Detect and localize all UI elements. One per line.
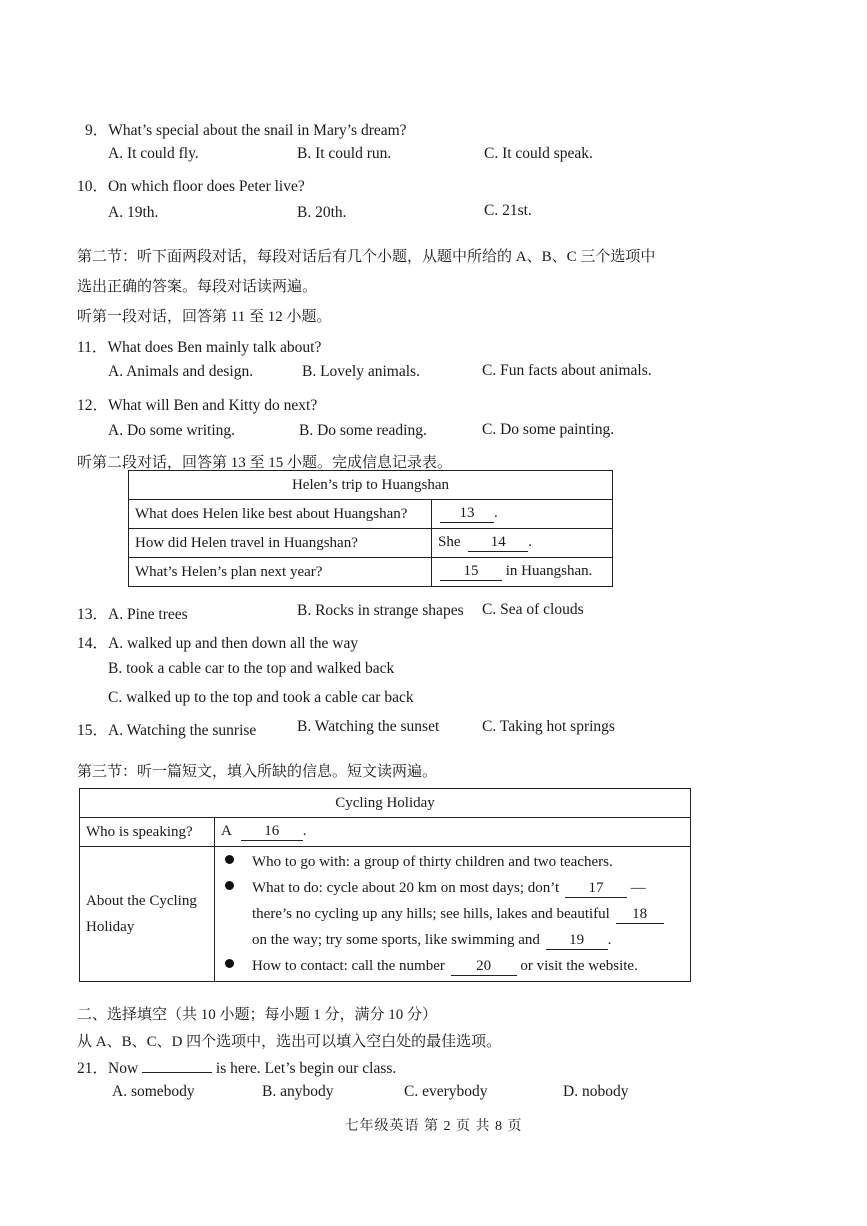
answer-blank-15[interactable]: 15 [440, 563, 502, 581]
helen-trip-table [128, 470, 613, 587]
question-10 [77, 174, 305, 196]
question-15 [77, 718, 256, 740]
bullet-icon [225, 881, 234, 890]
section2-instruction-line1: 第二节：听下面两段对话，每段对话后有几个小题，从题中所给的 A、B、C 三个选项中 [77, 249, 656, 265]
option-b: B. Rocks in strange shapes [297, 602, 464, 619]
option-a: A. Animals and design. [108, 363, 254, 380]
option-b: B. Do some reading. [299, 422, 427, 439]
table-question: About the Cycling Holiday [80, 847, 215, 982]
option-c: C. walked up to the top and took a cable car back [108, 689, 414, 706]
question-text: What’s special about the snail in Mary’s dream? [108, 122, 407, 139]
table-row [129, 500, 613, 529]
question-number: 9． [85, 122, 109, 139]
option-c: C. Do some painting. [482, 421, 615, 438]
table-answer: 15 in Huangshan. [432, 558, 613, 587]
question-text: What will Ben and Kitty do next? [108, 397, 318, 414]
table-answer [215, 847, 691, 982]
option-d: D. nobody [563, 1083, 629, 1100]
question-number: 21． [77, 1060, 109, 1077]
option-c: C. Fun facts about animals. [482, 362, 652, 379]
list-item: Who to go with: a group of thirty children and two teachers. [225, 849, 684, 875]
section3-instruction: 第三节：听一篇短文，填入所缺的信息。短文读两遍。 [77, 764, 438, 780]
table-question: How did Helen travel in Huangshan? [129, 529, 432, 558]
answer-blank-18[interactable]: 18 [616, 906, 664, 924]
question-text: On which floor does Peter live? [108, 178, 305, 195]
option-b: B. Lovely animals. [302, 363, 420, 380]
option-b: B. 20th. [297, 204, 347, 221]
question-number: 12． [77, 397, 109, 414]
list-item: What to do: cycle about 20 km on most days; don’t 17 — [225, 875, 684, 901]
page-footer: 七年级英语 第 2 页 共 8 页 [344, 1119, 523, 1134]
question-11 [77, 335, 321, 357]
question-14 [77, 631, 358, 653]
option-a: A. Watching the sunrise [108, 722, 257, 739]
question-number: 13． [77, 606, 109, 623]
option-a: A. walked up and then down all the way [108, 635, 359, 652]
table-row [80, 847, 691, 982]
answer-blank-19[interactable]: 19 [546, 932, 608, 950]
question-number: 10． [77, 178, 109, 195]
option-c: C. 21st. [484, 202, 532, 219]
option-b: B. Watching the sunset [297, 718, 440, 735]
option-a: A. somebody [112, 1083, 195, 1100]
option-b: B. It could run. [297, 145, 392, 162]
dialogue1-intro: 听第一段对话，回答第 11 至 12 小题。 [77, 309, 332, 325]
option-c: C. Taking hot springs [482, 718, 615, 735]
section2-instruction-line2: 选出正确的答案。每段对话读两遍。 [77, 279, 318, 295]
answer-blank-16[interactable]: 16 [241, 823, 303, 841]
list-item-continued: there’s no cycling up any hills; see hills, lakes and beautiful 18 [225, 901, 684, 927]
list-item: How to contact: call the number 20 or visit the website. [225, 953, 684, 979]
question-number: 11． [77, 339, 108, 356]
table-question: What does Helen like best about Huangshan? [129, 500, 432, 529]
question-12 [77, 393, 317, 415]
option-a: A. Pine trees [108, 606, 188, 623]
dialogue2-intro: 听第二段对话，回答第 13 至 15 小题。完成信息记录表。 [77, 455, 453, 471]
table-answer: A 16 . [215, 818, 691, 847]
cycling-holiday-table [79, 788, 691, 982]
answer-blank-14[interactable]: 14 [468, 534, 528, 552]
option-c: C. everybody [404, 1083, 488, 1100]
question-number: 15． [77, 722, 109, 739]
list-item-continued: on the way; try some sports, like swimming and 19 . [252, 932, 612, 948]
question-21: 21．Now is here. Let’s begin our class. [77, 1060, 397, 1077]
question-9 [85, 118, 407, 140]
table-title: Helen’s trip to Huangshan [129, 471, 613, 500]
option-a: A. 19th. [108, 204, 159, 221]
answer-blank-17[interactable]: 17 [565, 880, 627, 898]
part2-heading: 二、选择填空（共 10 小题；每小题 1 分，满分 10 分） [77, 1007, 438, 1023]
bullet-icon [225, 959, 234, 968]
option-b: B. took a cable car to the top and walked back [108, 660, 395, 677]
question-text: What does Ben mainly talk about? [107, 339, 322, 356]
answer-blank-20[interactable]: 20 [451, 958, 517, 976]
bullet-icon [225, 855, 234, 864]
option-a: A. It could fly. [108, 145, 199, 162]
question-13 [77, 602, 188, 624]
question-number: 14． [77, 635, 109, 652]
part2-instruction: 从 A、B、C、D 四个选项中，选出可以填入空白处的最佳选项。 [77, 1034, 502, 1050]
option-c: C. It could speak. [484, 145, 593, 162]
option-b: B. anybody [262, 1083, 334, 1100]
table-question: What’s Helen’s plan next year? [129, 558, 432, 587]
table-row [80, 818, 691, 847]
answer-blank-21[interactable] [142, 1072, 212, 1073]
table-title: Cycling Holiday [80, 789, 691, 818]
table-row [129, 558, 613, 587]
option-c: C. Sea of clouds [482, 601, 584, 618]
answer-blank-13[interactable]: 13 [440, 505, 494, 523]
option-a: A. Do some writing. [108, 422, 236, 439]
table-answer: She 14 . [432, 529, 613, 558]
table-row [129, 529, 613, 558]
table-question: Who is speaking? [80, 818, 215, 847]
table-answer: 13 . [432, 500, 613, 529]
